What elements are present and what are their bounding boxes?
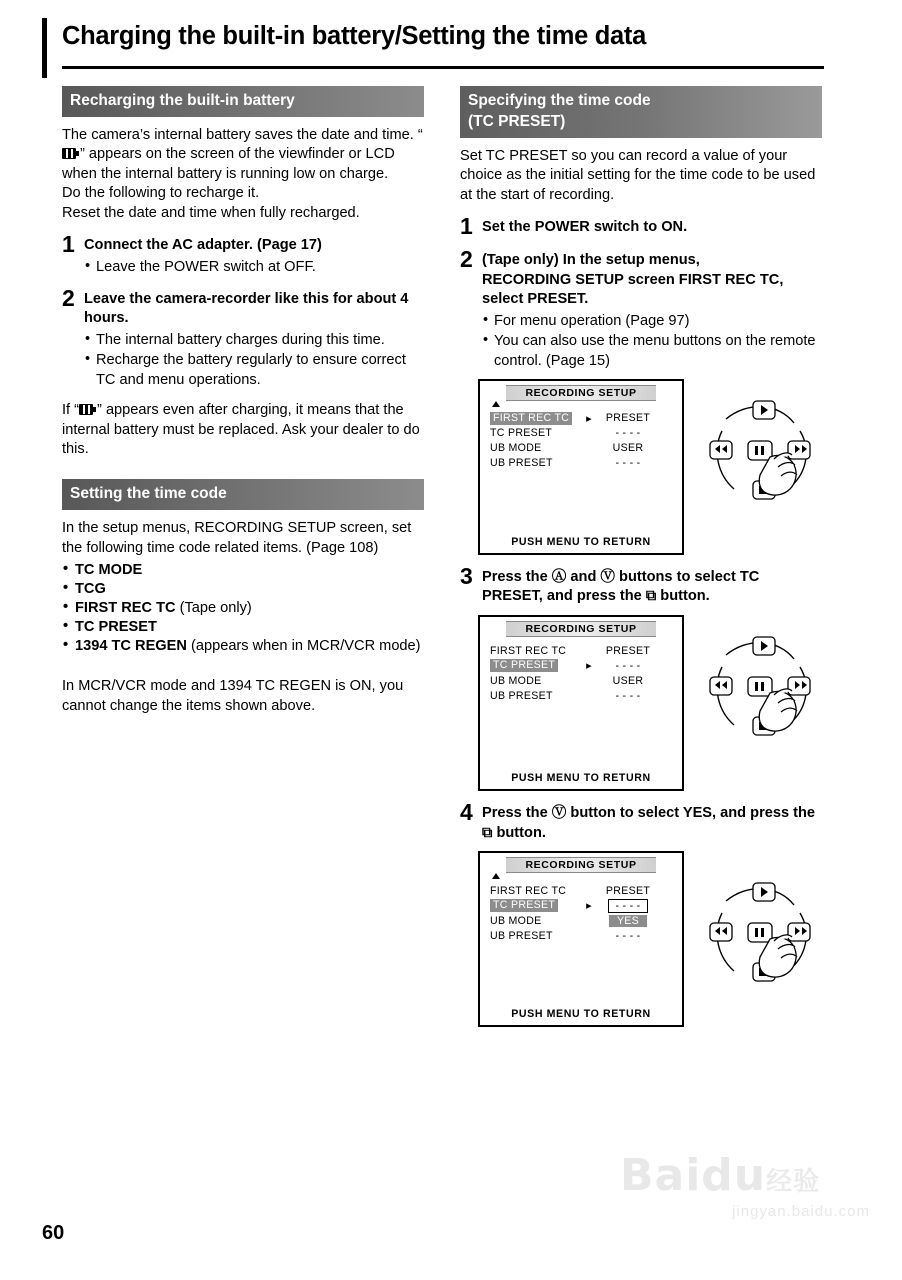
menu-screen-2 bbox=[460, 615, 822, 791]
menu-item-label: FIRST REC TC bbox=[490, 644, 567, 657]
menu-footer: PUSH MENU TO RETURN bbox=[511, 535, 651, 548]
section-heading-specifying-tc-preset bbox=[460, 86, 822, 138]
section-heading-recharging: Recharging the built-in battery bbox=[62, 86, 424, 117]
list-item: • You can also use the menu buttons on the remote control. (Page 15) bbox=[482, 332, 822, 371]
list-item: • Leave the POWER switch at OFF. bbox=[84, 258, 424, 277]
recording-setup-screen bbox=[478, 615, 684, 791]
time-code-items-list bbox=[62, 562, 424, 654]
watermark-url: jingyan.baidu.com bbox=[732, 1203, 870, 1220]
paragraph-setup-menus: In the setup menus, RECORDING SETUP screen, set the following time code related items. (Page 108) bbox=[62, 520, 412, 556]
left-step-2 bbox=[62, 284, 424, 390]
menu-item-label: UB MODE bbox=[490, 442, 542, 455]
watermark-brand: Baidu bbox=[620, 1150, 767, 1201]
watermark bbox=[620, 1150, 870, 1230]
menu-item-label: UB PRESET bbox=[490, 457, 553, 470]
menu-item-label: TC PRESET bbox=[490, 427, 553, 440]
menu-item-label: UB PRESET bbox=[490, 929, 553, 942]
right-step-2-number: 2 bbox=[460, 246, 473, 273]
recording-setup-screen bbox=[478, 851, 684, 1027]
right-step-1-number: 1 bbox=[460, 213, 473, 240]
list-item bbox=[62, 562, 424, 578]
menu-item-value: USER bbox=[612, 442, 644, 455]
menu-title: RECORDING SETUP bbox=[506, 621, 656, 637]
menu-footer: PUSH MENU TO RETURN bbox=[511, 1008, 651, 1021]
title-left-rule bbox=[42, 18, 47, 78]
menu-item-label: FIRST REC TC bbox=[490, 412, 572, 425]
menu-title: RECORDING SETUP bbox=[506, 857, 656, 873]
right-step-3-number: 3 bbox=[460, 562, 473, 589]
para1-a-text: The camera’s internal battery saves the date and time. “ bbox=[62, 126, 423, 143]
list-item: • For menu operation (Page 97) bbox=[482, 312, 822, 331]
note-a-text: If “ bbox=[62, 402, 80, 419]
left-step-1-number: 1 bbox=[62, 230, 75, 257]
menu-title: RECORDING SETUP bbox=[506, 385, 656, 401]
watermark-cn: 经验 bbox=[766, 1167, 821, 1197]
menu-item-value-yes: YES bbox=[609, 915, 647, 927]
menu-item-value: - - - - bbox=[615, 689, 641, 702]
menu-item-label: UB MODE bbox=[490, 674, 542, 687]
right-step-2 bbox=[460, 246, 822, 371]
menu-footer: PUSH MENU TO RETURN bbox=[511, 772, 651, 785]
table-row bbox=[490, 441, 674, 456]
menu-item-label: TC PRESET bbox=[490, 659, 558, 672]
page-title: Charging the built-in battery/Setting the time data bbox=[62, 22, 646, 50]
right-column bbox=[460, 86, 822, 1027]
title-underline bbox=[62, 66, 824, 69]
table-row bbox=[490, 658, 674, 673]
page-number: 60 bbox=[42, 1222, 65, 1244]
menu-item-label: TC PRESET bbox=[490, 899, 558, 912]
right-step-1 bbox=[460, 213, 822, 240]
note-b-text: ” appears even after charging, it means that the internal battery must be replaced. Ask your dealer to do this. bbox=[62, 402, 420, 458]
table-row bbox=[490, 673, 674, 688]
selection-arrow-icon: ▸ bbox=[586, 660, 592, 673]
battery-low-icon bbox=[79, 404, 97, 415]
table-row bbox=[490, 688, 674, 703]
joystick-svg bbox=[708, 397, 820, 507]
right-step-2-title-line1: (Tape only) In the setup menus, bbox=[482, 252, 700, 269]
right-step-1-title: Set the POWER switch to ON. bbox=[482, 219, 688, 236]
item-label: FIRST REC TC bbox=[75, 600, 176, 617]
selection-arrow-icon: ▸ bbox=[586, 900, 592, 913]
table-row bbox=[490, 456, 674, 471]
list-item bbox=[62, 619, 424, 635]
paragraph-internal-battery bbox=[62, 126, 424, 184]
menu-item-value: PRESET bbox=[605, 412, 651, 425]
right-step-3-title: Press the Ⓐ and Ⓥ buttons to select TC PRESET, and press the ⧉ button. bbox=[482, 568, 760, 605]
left-step-2-bullets bbox=[84, 331, 424, 390]
item-note: (appears when in MCR/VCR mode) bbox=[186, 638, 421, 655]
joystick-illustration-1 bbox=[708, 397, 820, 507]
right-step-3 bbox=[460, 562, 822, 607]
menu-screen-3 bbox=[460, 851, 822, 1027]
paragraph-reset-date: Reset the date and time when fully recharged. bbox=[62, 204, 360, 221]
menu-item-value: - - - - bbox=[615, 659, 641, 672]
table-row bbox=[490, 411, 674, 426]
table-row bbox=[490, 883, 674, 898]
section-heading-setting-time-code: Setting the time code bbox=[62, 479, 424, 510]
table-row bbox=[490, 643, 674, 658]
paragraph-do-following: Do the following to recharge it. bbox=[62, 185, 260, 202]
left-step-1 bbox=[62, 230, 424, 277]
menu-screen-1 bbox=[460, 379, 822, 555]
menu-item-value: - - - - bbox=[615, 457, 641, 470]
menu-rows bbox=[490, 883, 674, 943]
left-step-1-bullets bbox=[84, 258, 424, 277]
item-label: TC PRESET bbox=[75, 619, 157, 636]
list-item bbox=[62, 581, 424, 597]
left-step-2-title: Leave the camera-recorder like this for about 4 hours. bbox=[84, 290, 409, 327]
left-column bbox=[62, 86, 424, 716]
left-step-2-number: 2 bbox=[62, 284, 75, 311]
menu-item-value: - - - - bbox=[615, 929, 641, 942]
joystick-illustration-2 bbox=[708, 633, 820, 743]
joystick-illustration-3 bbox=[708, 879, 820, 989]
menu-rows bbox=[490, 643, 674, 703]
battery-low-icon bbox=[62, 148, 80, 159]
section-heading-line2: (TC PRESET) bbox=[468, 112, 566, 130]
right-step-2-title-line2: RECORDING SETUP screen FIRST REC TC, bbox=[482, 271, 784, 288]
paragraph-replace-battery bbox=[62, 401, 424, 459]
table-row bbox=[490, 898, 674, 913]
paragraph-tc-preset-intro: Set TC PRESET so you can record a value of your choice as the initial setting for the time code to be used at the start of recording. bbox=[460, 147, 816, 203]
joystick-svg bbox=[708, 879, 820, 989]
list-item bbox=[62, 638, 424, 654]
right-step-2-bullets bbox=[482, 312, 822, 371]
right-step-4 bbox=[460, 799, 822, 843]
table-row bbox=[490, 928, 674, 943]
menu-item-label: FIRST REC TC bbox=[490, 884, 567, 897]
table-row bbox=[490, 426, 674, 441]
menu-item-value: PRESET bbox=[605, 644, 651, 657]
menu-rows bbox=[490, 411, 674, 471]
right-step-2-title-line3: select PRESET. bbox=[482, 291, 589, 308]
menu-item-label: UB MODE bbox=[490, 914, 542, 927]
right-step-4-number: 4 bbox=[460, 799, 473, 826]
item-label: TCG bbox=[75, 581, 106, 598]
watermark-main bbox=[620, 1150, 870, 1201]
list-item: • The internal battery charges during this time. bbox=[84, 331, 424, 350]
recording-setup-screen bbox=[478, 379, 684, 555]
selection-arrow-icon: ▸ bbox=[586, 412, 592, 425]
paragraph-mcr-vcr-note: In MCR/VCR mode and 1394 TC REGEN is ON, you cannot change the items shown above. bbox=[62, 678, 404, 714]
list-item bbox=[62, 600, 424, 616]
menu-item-value: - - - - bbox=[608, 899, 647, 913]
scroll-up-arrow-icon bbox=[492, 873, 500, 879]
menu-item-label: UB PRESET bbox=[490, 689, 553, 702]
list-item: • Recharge the battery regularly to ensure correct TC and menu operations. bbox=[84, 351, 424, 390]
item-label: TC MODE bbox=[75, 562, 143, 579]
section-heading-line1: Specifying the time code bbox=[468, 92, 651, 109]
menu-item-value: - - - - bbox=[615, 427, 641, 440]
para1-b-text: ” appears on the screen of the viewfinder or LCD when the internal battery is running low on charge. bbox=[62, 146, 395, 182]
right-step-4-title: Press the Ⓥ button to select YES, and press the ⧉ button. bbox=[482, 805, 816, 841]
left-step-1-title: Connect the AC adapter. (Page 17) bbox=[84, 236, 322, 253]
item-label: 1394 TC REGEN bbox=[75, 638, 187, 655]
joystick-svg bbox=[708, 633, 820, 743]
item-note: (Tape only) bbox=[175, 600, 252, 617]
menu-item-value: PRESET bbox=[605, 884, 651, 897]
scroll-up-arrow-icon bbox=[492, 401, 500, 407]
menu-item-value: USER bbox=[612, 674, 644, 687]
